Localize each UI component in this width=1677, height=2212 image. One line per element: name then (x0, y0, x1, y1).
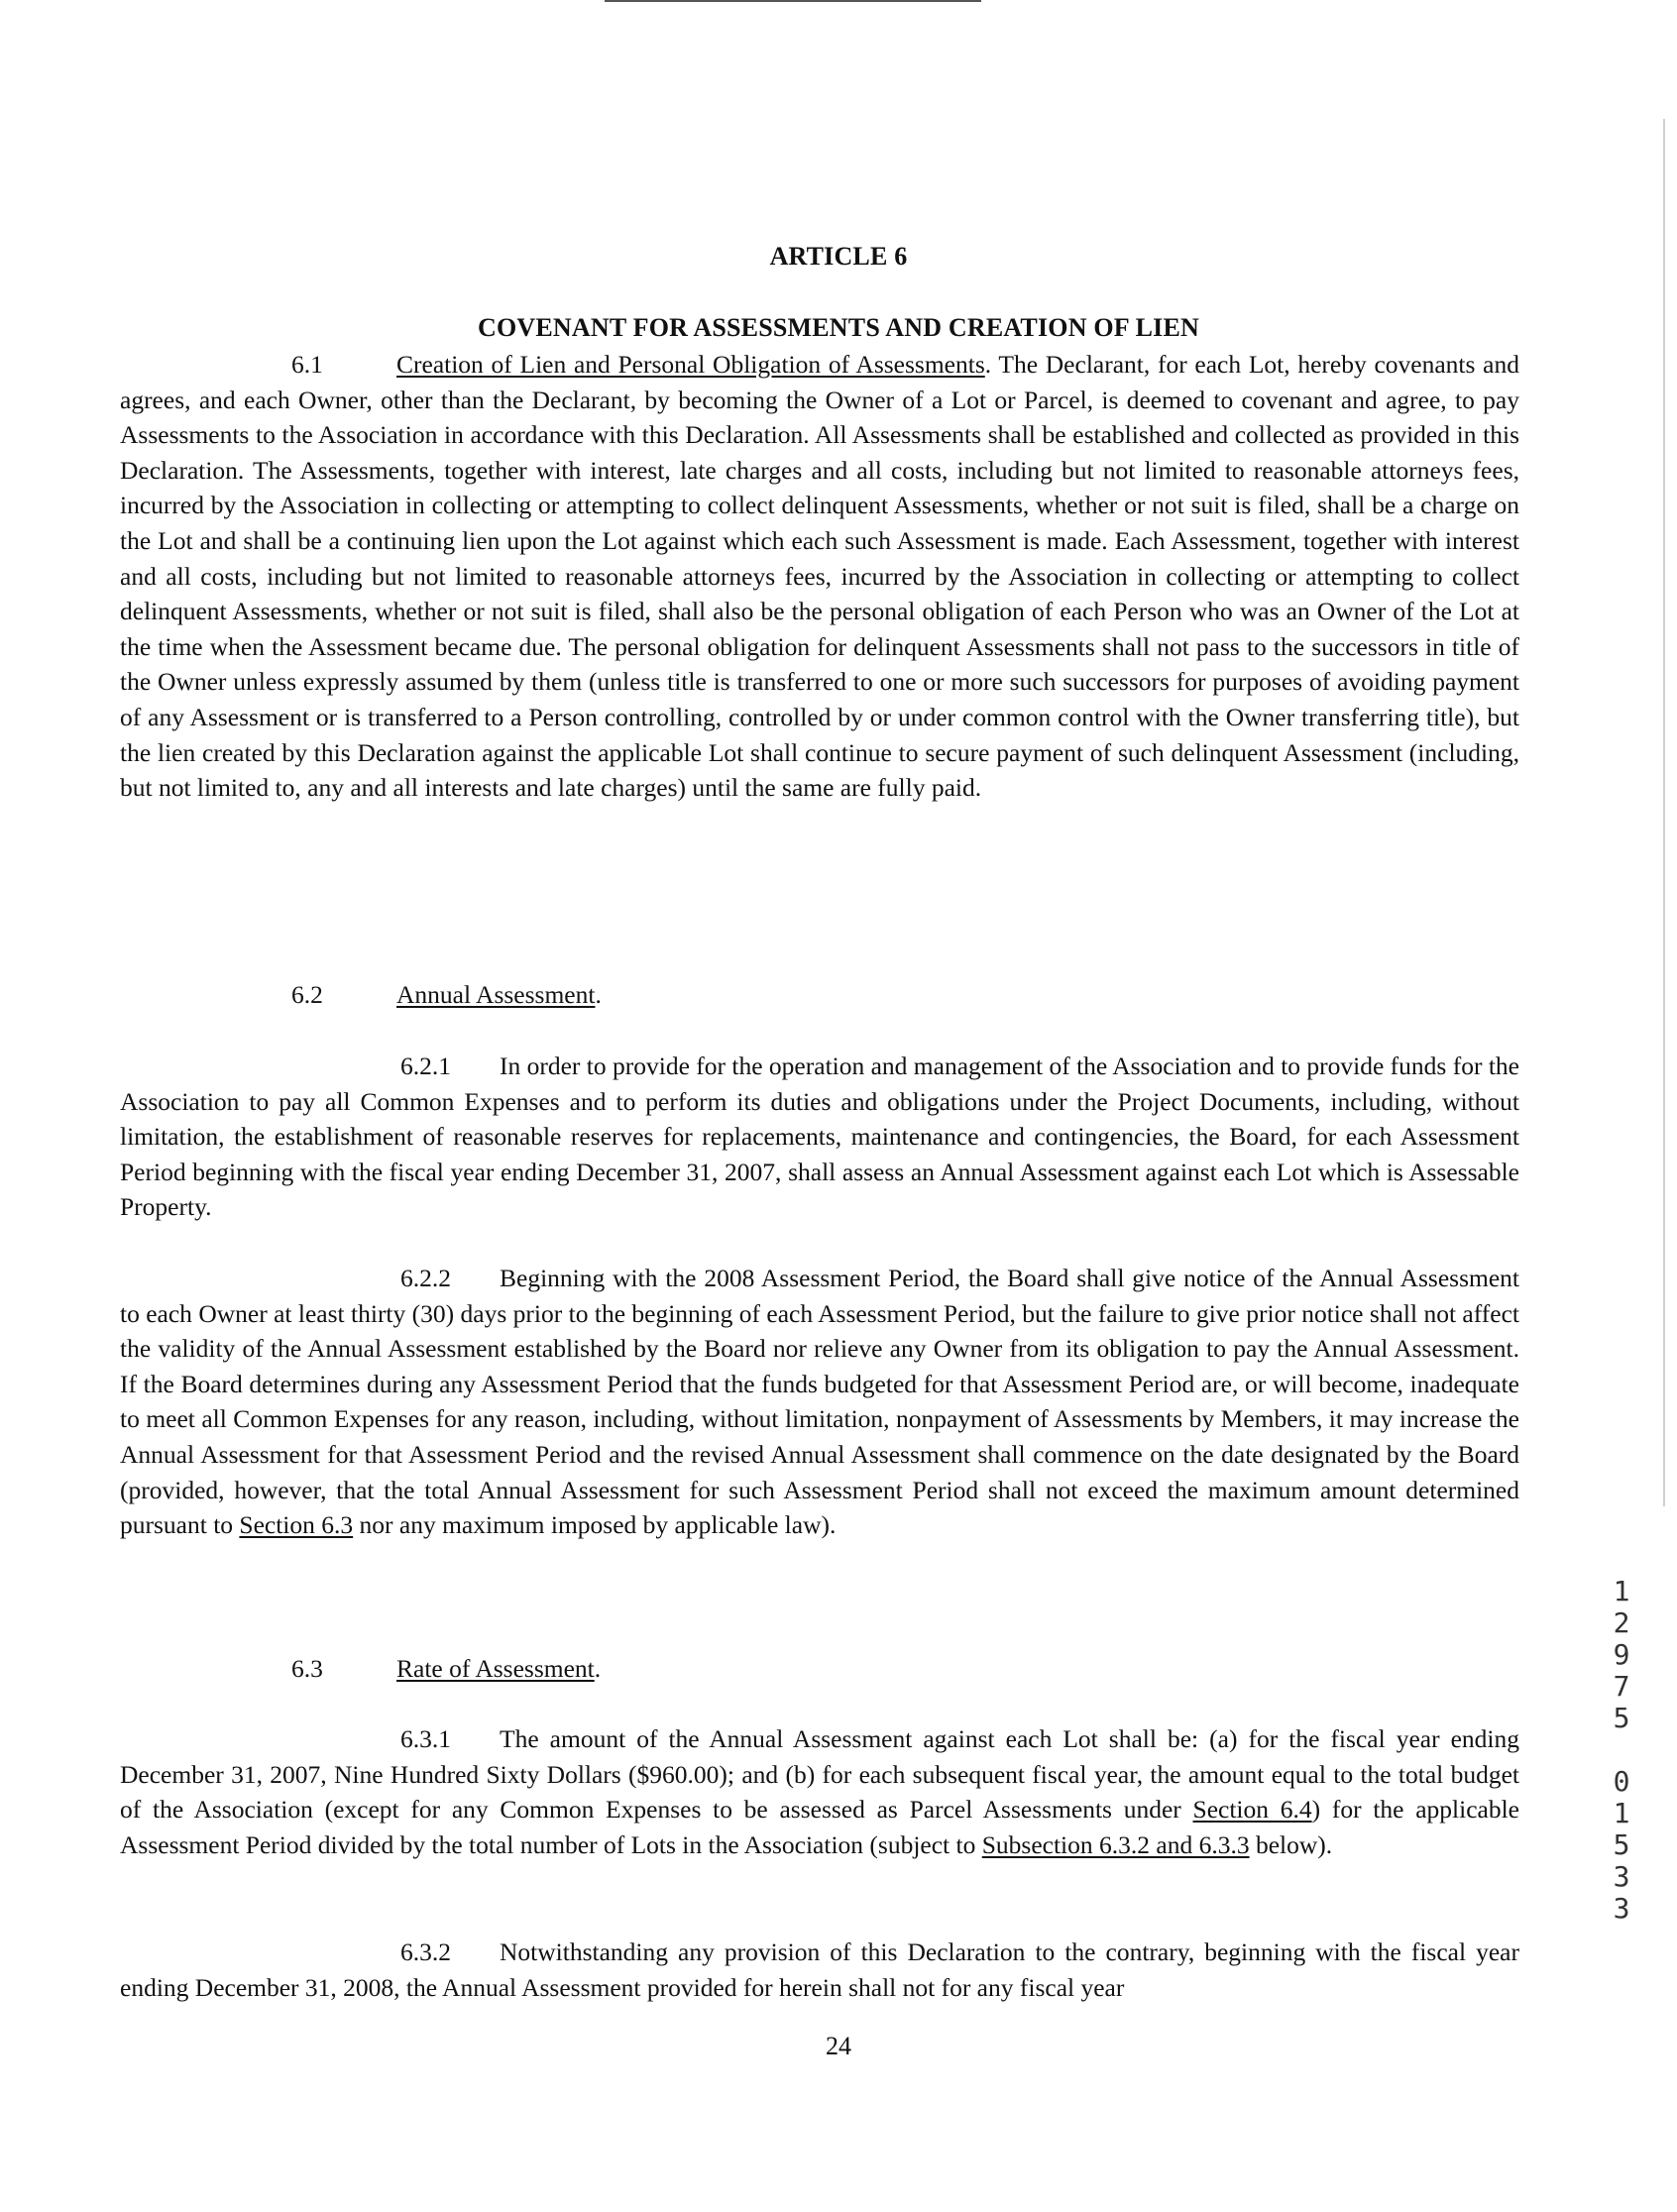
section-6-3 (291, 1651, 601, 1687)
section-6-4-reference: Section 6.4 (1192, 1795, 1312, 1825)
section-6-2-heading: Annual Assessment (396, 980, 596, 1009)
section-6-2-number: 6.2 (291, 980, 323, 1009)
stamp-digit: 2 (1613, 1606, 1630, 1639)
section-6-3-1-text-mid: ) for the applicable Assessment Period divided by the total number of Lots in the Association (subject to (120, 1795, 1519, 1859)
section-6-3-heading: Rate of Assessment (396, 1654, 595, 1683)
section-6-3-2-number: 6.3.2 (400, 1937, 451, 1966)
stamp-digit: 3 (1613, 1860, 1630, 1893)
stamp-digit: 5 (1613, 1702, 1630, 1734)
stamp-digit: 0 (1613, 1765, 1630, 1798)
section-6-2-2-text-end: nor any maximum imposed by applicable law). (353, 1510, 837, 1540)
subsection-reference: Subsection 6.3.2 and 6.3.3 (981, 1829, 1250, 1859)
section-6-3-1-number: 6.3.1 (400, 1724, 451, 1753)
section-6-1-number: 6.1 (291, 350, 323, 379)
stamp-digit: 9 (1613, 1638, 1630, 1671)
section-6-2-1-text: In order to provide for the operation and management of the Association and to provide funds for the Association to pay all Common Expenses and to perform its duties and obligations under the Project Documents, including, without limitation, the establishment of reasonable reserves for replacements, maintenance and contingencies, the Board, for each Assessment Period beginning with the fiscal year ending December 31, 2007, shall assess an Annual Assessment against each Lot which is Assessable Property. (120, 1051, 1519, 1222)
stamp-digit: 1 (1613, 1575, 1630, 1607)
section-6-3-2-text: Notwithstanding any provision of this Declaration to the contrary, beginning with the fiscal year ending December 31, 2008, the Annual Assessment provided for herein shall not for any fiscal year (120, 1937, 1519, 2002)
recording-stamp (1604, 1576, 1639, 1925)
section-6-2-heading-suffix: . (595, 980, 602, 1009)
section-6-2-2-text: Beginning with the 2008 Assessment Period, the Board shall give notice of the Annual Assessment to each Owner at least thirty (30) days prior to the beginning of each Assessment Period, but the failure to give prior notice shall not affect the validity of the Annual Assessment established by the Board nor relieve any Owner from its obligation to pay the Annual Assessment. If the Board determines during any Assessment Period that the funds budgeted for that Assessment Period are, or will become, inadequate to meet all Common Expenses for any reason, including, without limitation, nonpayment of Assessments by Members, it may increase the Annual Assessment for that Assessment Period and the revised Annual Assessment shall commence on the date designated by the Board (provided, however, that the total Annual Assessment for such Assessment Period shall not exceed the maximum amount determined pursuant to (120, 1264, 1519, 1540)
section-6-3-reference: Section 6.3 (239, 1510, 354, 1540)
stamp-digit: 3 (1613, 1892, 1630, 1925)
section-6-3-1-text-end: below). (1249, 1829, 1333, 1859)
section-6-2 (291, 977, 602, 1013)
section-6-3-number: 6.3 (291, 1654, 323, 1683)
section-6-1-text: The Declarant, for each Lot, hereby covenants and agrees, and each Owner, other than the Declarant, by becoming the Owner of a Lot or Parcel, is deemed to covenant and agree, to pay Assessments to the Association in accordance with this Declaration. All Assessments shall be established and collected as provided in this Declaration. The Assessments, together with interest, late charges and all costs, including but not limited to reasonable attorneys fees, incurred by the Association in collecting or attempting to collect delinquent Assessments, whether or not suit is filed, shall be a charge on the Lot and shall be a continuing lien upon the Lot against which each such Assessment is made. Each Assessment, together with interest and all costs, including but not limited to reasonable attorneys fees, incurred by the Association in collecting or attempting to collect delinquent Assessments, whether or not suit is filed, shall also be the personal obligation of each Person who was an Owner of the Lot at the time when the Assessment became due. The personal obligation for delinquent Assessments shall not pass to the successors in title of the Owner unless expressly assumed by them (unless title is transferred to one or more such successors for purposes of avoiding payment of any Assessment or is transferred to a Person controlling, controlled by or under common control with the Owner transferring title), but the lien created by this Declaration against the applicable Lot shall continue to secure payment of such delinquent Assessment (including, but not limited to, any and all interests and late charges) until the same are fully paid. (120, 350, 1519, 803)
section-6-2-1 (120, 1049, 1519, 1225)
article-title: ARTICLE 6 (769, 242, 908, 271)
section-6-3-heading-suffix: . (594, 1654, 602, 1683)
section-6-3-1 (120, 1721, 1519, 1862)
section-6-1 (120, 347, 1519, 806)
section-6-3-2 (120, 1935, 1519, 2005)
page-number: 24 (826, 2032, 851, 2060)
stamp-gap (1604, 1734, 1639, 1766)
stamp-digit: 7 (1613, 1670, 1630, 1703)
article-subtitle: COVENANT FOR ASSESSMENTS AND CREATION OF LIEN (478, 313, 1199, 342)
section-6-2-2-number: 6.2.2 (400, 1264, 451, 1292)
section-6-2-1-number: 6.2.1 (400, 1051, 451, 1080)
top-rule (605, 0, 981, 2)
section-6-3-1-text: The amount of the Annual Assessment against each Lot shall be: (a) for the fiscal year ending December 31, 2007, Nine Hundred Sixty Dollars ($960.00); and (b) for each subsequent fiscal year, the amount equal to the total budget of the Association (except for any Common Expenses to be assessed as Parcel Assessments under (120, 1724, 1519, 1825)
section-6-1-heading: Creation of Lien and Personal Obligation of Assessments (396, 350, 985, 379)
section-6-1-heading-suffix: . (984, 350, 992, 379)
stamp-digit: 1 (1613, 1797, 1630, 1829)
section-6-2-2 (120, 1261, 1519, 1543)
stamp-digit: 5 (1613, 1828, 1630, 1861)
